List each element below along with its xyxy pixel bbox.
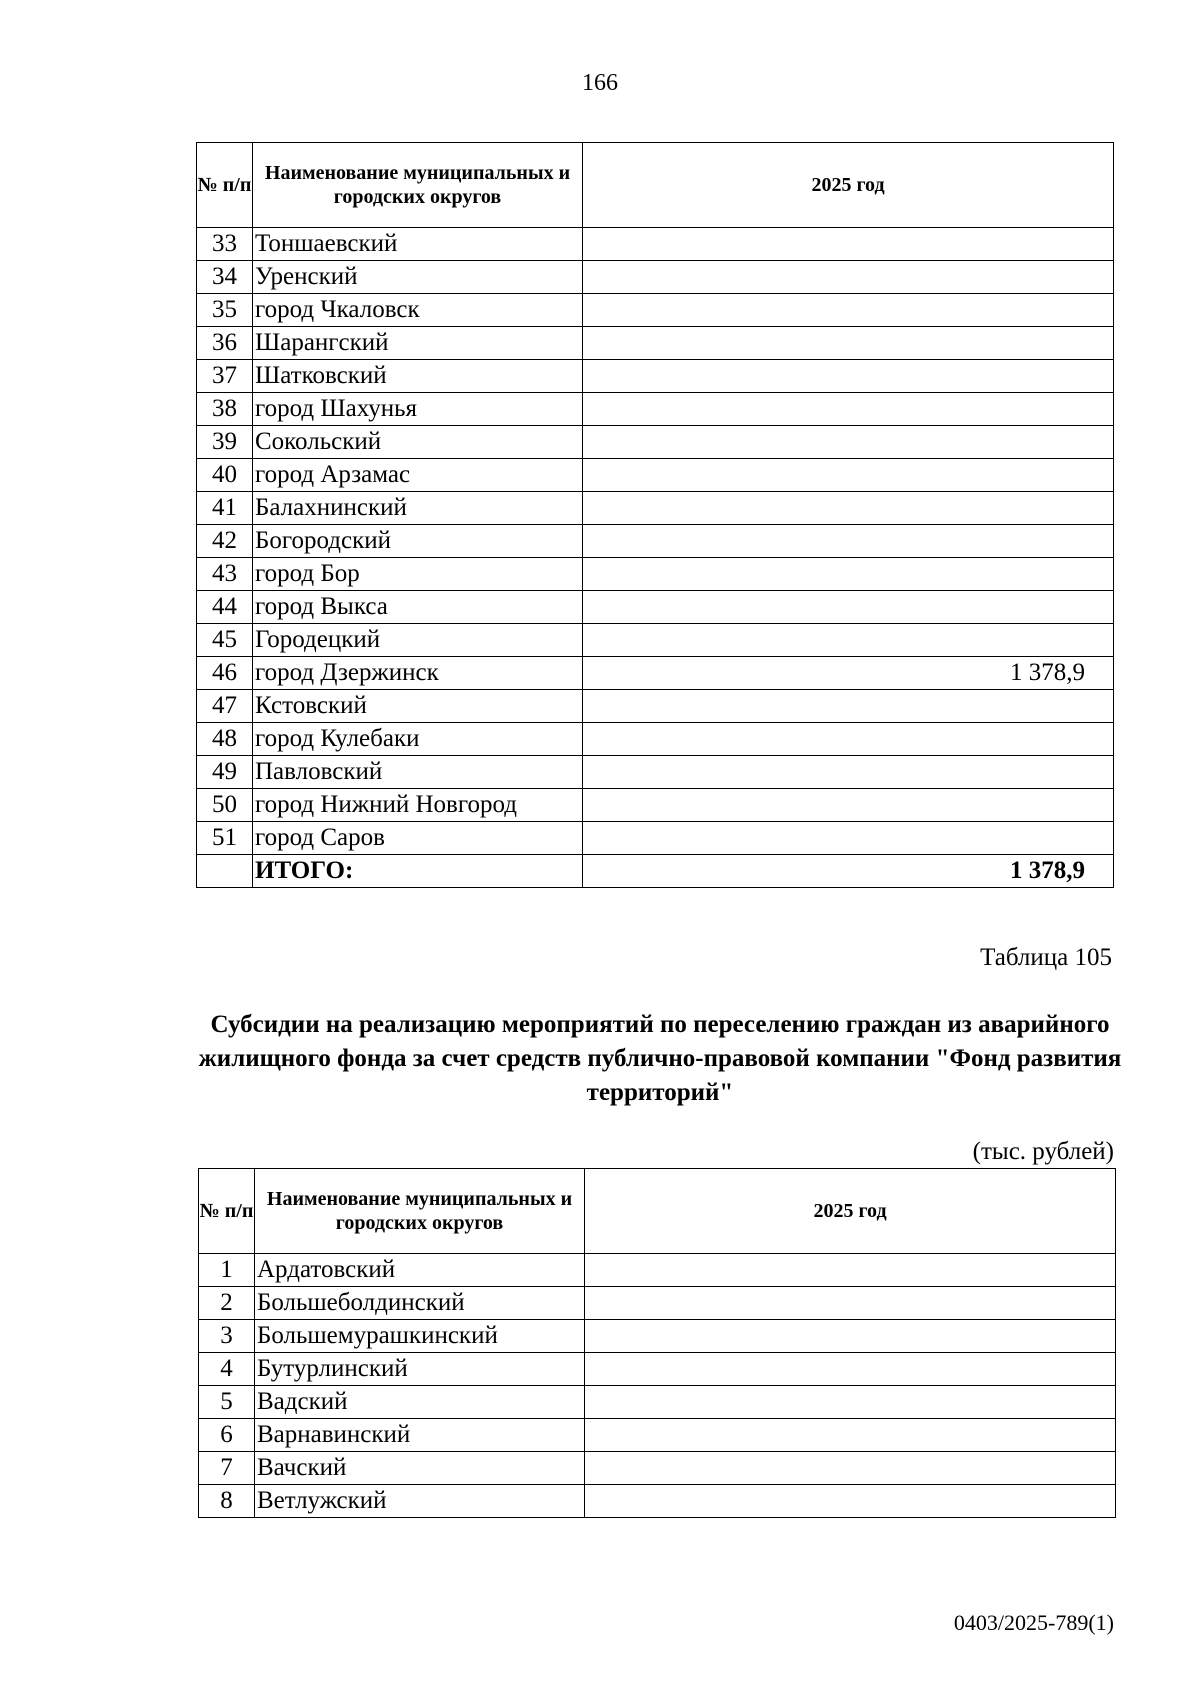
row-number: 43 bbox=[197, 558, 253, 591]
document-code: 0403/2025-789(1) bbox=[953, 1610, 1114, 1635]
row-value bbox=[583, 228, 1114, 261]
row-number: 6 bbox=[199, 1419, 255, 1452]
table-row bbox=[197, 624, 1114, 657]
table-row bbox=[197, 426, 1114, 459]
data-table bbox=[198, 1168, 1116, 1518]
row-name: Шарангский bbox=[253, 327, 583, 360]
table-row bbox=[197, 723, 1114, 756]
total-label: ИТОГО: bbox=[253, 855, 583, 888]
header-name: Наименование муниципальных и городских округов bbox=[253, 143, 583, 228]
row-value bbox=[583, 756, 1114, 789]
table-row bbox=[199, 1419, 1116, 1452]
table-row bbox=[197, 822, 1114, 855]
row-name: город Кулебаки bbox=[253, 723, 583, 756]
row-number: 34 bbox=[197, 261, 253, 294]
table-row bbox=[199, 1452, 1116, 1485]
row-number: 48 bbox=[197, 723, 253, 756]
row-value bbox=[585, 1254, 1116, 1287]
row-value bbox=[585, 1419, 1116, 1452]
row-value bbox=[583, 624, 1114, 657]
row-number: 36 bbox=[197, 327, 253, 360]
row-value bbox=[583, 723, 1114, 756]
table-row bbox=[197, 690, 1114, 723]
row-value bbox=[583, 261, 1114, 294]
table-row bbox=[197, 558, 1114, 591]
header-no: № п/п bbox=[197, 143, 253, 228]
table-row bbox=[197, 360, 1114, 393]
total-value: 1 378,9 bbox=[583, 855, 1114, 888]
row-name: Кстовский bbox=[253, 690, 583, 723]
header-year: 2025 год bbox=[585, 1169, 1116, 1254]
data-table-continued bbox=[196, 142, 1114, 888]
row-number: 33 bbox=[197, 228, 253, 261]
row-number: 5 bbox=[199, 1386, 255, 1419]
row-number: 38 bbox=[197, 393, 253, 426]
row-name: город Саров bbox=[253, 822, 583, 855]
table-row bbox=[197, 393, 1114, 426]
table-title: Субсидии на реализацию мероприятий по переселению граждан из аварийного жилищного фонда за счет средств публично-правовой компании "Фонд развития территорий" bbox=[198, 1011, 1122, 1106]
row-number: 51 bbox=[197, 822, 253, 855]
row-number: 8 bbox=[199, 1485, 255, 1518]
row-name: город Нижний Новгород bbox=[253, 789, 583, 822]
row-value bbox=[585, 1485, 1116, 1518]
units-note: (тыс. рублей) bbox=[972, 1138, 1114, 1165]
row-name: Богородский bbox=[253, 525, 583, 558]
row-value bbox=[583, 393, 1114, 426]
table-row bbox=[199, 1353, 1116, 1386]
row-name: город Бор bbox=[253, 558, 583, 591]
row-name: Ардатовский bbox=[255, 1254, 585, 1287]
table-row bbox=[199, 1386, 1116, 1419]
row-value bbox=[583, 558, 1114, 591]
row-value bbox=[583, 492, 1114, 525]
table-row bbox=[197, 756, 1114, 789]
row-number: 39 bbox=[197, 426, 253, 459]
table-row bbox=[199, 1254, 1116, 1287]
row-number: 37 bbox=[197, 360, 253, 393]
row-value bbox=[583, 294, 1114, 327]
row-number: 4 bbox=[199, 1353, 255, 1386]
table-row bbox=[197, 261, 1114, 294]
row-name: город Шахунья bbox=[253, 393, 583, 426]
row-number: 3 bbox=[199, 1320, 255, 1353]
table-row bbox=[199, 1287, 1116, 1320]
row-name: Шатковский bbox=[253, 360, 583, 393]
row-value bbox=[583, 690, 1114, 723]
row-name: Сокольский bbox=[253, 426, 583, 459]
row-value bbox=[583, 327, 1114, 360]
row-name: Бутурлинский bbox=[255, 1353, 585, 1386]
row-name: город Арзамас bbox=[253, 459, 583, 492]
row-number: 1 bbox=[199, 1254, 255, 1287]
page-number: 166 bbox=[582, 70, 618, 96]
row-name: Вачский bbox=[255, 1452, 585, 1485]
header-name: Наименование муниципальных и городских округов bbox=[255, 1169, 585, 1254]
table-row bbox=[197, 657, 1114, 690]
header-no: № п/п bbox=[199, 1169, 255, 1254]
table-row bbox=[197, 327, 1114, 360]
row-name: Ветлужский bbox=[255, 1485, 585, 1518]
table-row bbox=[199, 1485, 1116, 1518]
row-number: 47 bbox=[197, 690, 253, 723]
row-value bbox=[585, 1287, 1116, 1320]
row-name: Городецкий bbox=[253, 624, 583, 657]
row-value bbox=[585, 1452, 1116, 1485]
row-value: 1 378,9 bbox=[583, 657, 1114, 690]
row-number: 46 bbox=[197, 657, 253, 690]
row-value bbox=[583, 822, 1114, 855]
row-number: 50 bbox=[197, 789, 253, 822]
table-row bbox=[197, 294, 1114, 327]
row-number: 35 bbox=[197, 294, 253, 327]
row-name: Большемурашкинский bbox=[255, 1320, 585, 1353]
row-name: Вадский bbox=[255, 1386, 585, 1419]
row-name: Павловский bbox=[253, 756, 583, 789]
row-name: город Чкаловск bbox=[253, 294, 583, 327]
row-number: 49 bbox=[197, 756, 253, 789]
table-header-row bbox=[197, 143, 1114, 228]
table-header-row bbox=[199, 1169, 1116, 1254]
row-number: 41 bbox=[197, 492, 253, 525]
row-name: Уренский bbox=[253, 261, 583, 294]
row-value bbox=[583, 591, 1114, 624]
row-value bbox=[583, 360, 1114, 393]
header-year: 2025 год bbox=[583, 143, 1114, 228]
row-name: город Дзержинск bbox=[253, 657, 583, 690]
row-value bbox=[585, 1386, 1116, 1419]
table-row bbox=[197, 789, 1114, 822]
row-number: 44 bbox=[197, 591, 253, 624]
table-row bbox=[197, 525, 1114, 558]
row-number: 2 bbox=[199, 1287, 255, 1320]
row-value bbox=[583, 459, 1114, 492]
row-number: 45 bbox=[197, 624, 253, 657]
row-value bbox=[585, 1353, 1116, 1386]
row-value bbox=[585, 1320, 1116, 1353]
row-value bbox=[583, 789, 1114, 822]
table-row bbox=[199, 1320, 1116, 1353]
row-name: город Выкса bbox=[253, 591, 583, 624]
row-name: Варнавинский bbox=[255, 1419, 585, 1452]
total-number-cell bbox=[197, 855, 253, 888]
table-row bbox=[197, 228, 1114, 261]
row-name: Большеболдинский bbox=[255, 1287, 585, 1320]
row-number: 40 bbox=[197, 459, 253, 492]
total-row bbox=[197, 855, 1114, 888]
row-value bbox=[583, 426, 1114, 459]
table-row bbox=[197, 591, 1114, 624]
row-name: Балахнинский bbox=[253, 492, 583, 525]
row-name: Тоншаевский bbox=[253, 228, 583, 261]
table-row bbox=[197, 492, 1114, 525]
table-row bbox=[197, 459, 1114, 492]
row-number: 7 bbox=[199, 1452, 255, 1485]
row-number: 42 bbox=[197, 525, 253, 558]
row-value bbox=[583, 525, 1114, 558]
table-label: Таблица 105 bbox=[980, 944, 1112, 971]
